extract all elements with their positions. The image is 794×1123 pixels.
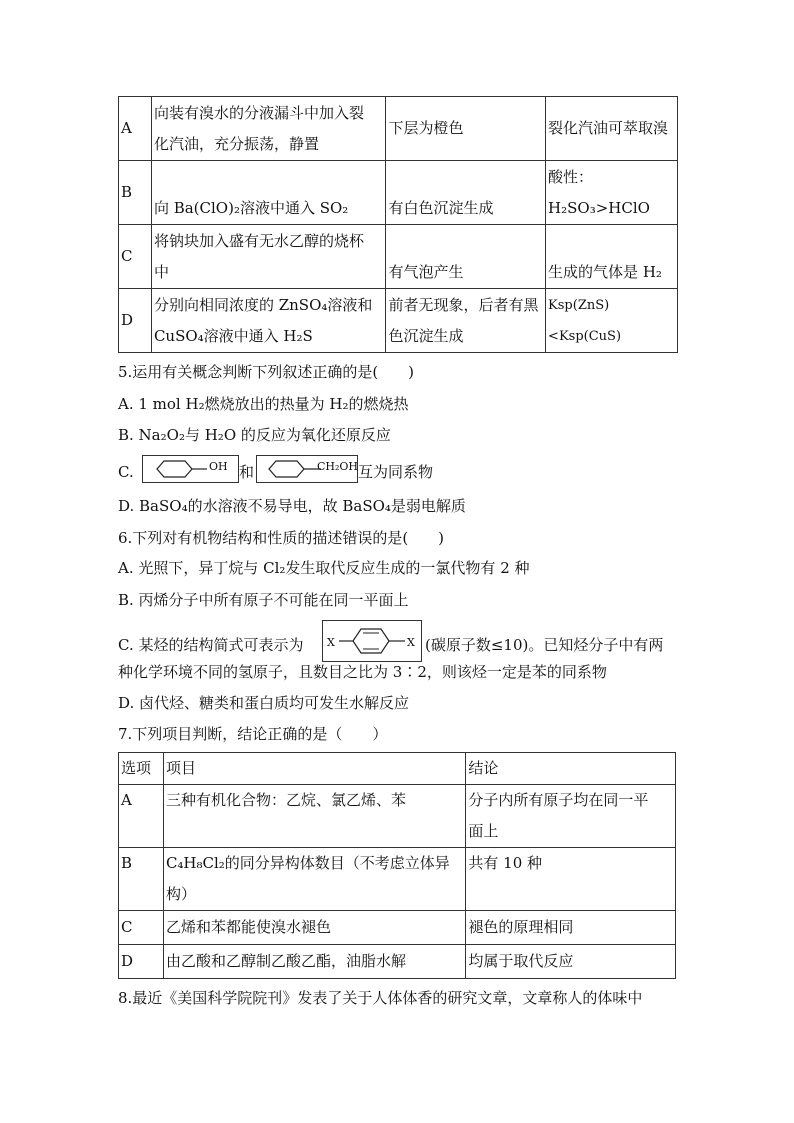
q5-option-d: D. BaSO₄的水溶液不易导电，故 BaSO₄是弱电解质 <box>118 497 466 515</box>
table-row <box>119 785 676 848</box>
cell-line: C₄H₈Cl₂的同分异构体数目（不考虑立体异 <box>165 854 450 872</box>
table-row <box>119 161 678 225</box>
cell-line: 化汽油，充分振荡，静置 <box>153 134 319 153</box>
item-cell: 三种有机化合物：乙烷、氯乙烯、苯 <box>163 785 465 848</box>
q6-option-a: A. 光照下，异丁烷与 Cl₂发生取代反应生成的一氯代物有 2 种 <box>118 559 530 577</box>
cell-line: H₂SO₃>HClO <box>548 198 650 217</box>
table-row <box>119 289 678 353</box>
row-id: C <box>119 911 164 945</box>
row-id: A <box>119 785 164 848</box>
cell-line: CuSO₄溶液中通入 H₂S <box>153 326 313 345</box>
cell-line: 前者无现象，后者有黑 <box>388 295 539 314</box>
row-id: B <box>119 848 164 911</box>
row-id: C <box>119 225 152 289</box>
conclusion-cell: 褪色的原理相同 <box>466 911 676 945</box>
cell-line: 面上 <box>468 822 499 840</box>
cell-line: 酸性： <box>548 167 594 186</box>
phenomenon-cell <box>386 289 546 353</box>
cell-line: 分别向相同浓度的 ZnSO₄溶液和 <box>153 295 373 314</box>
table-row <box>119 848 676 911</box>
conclusion-cell <box>466 785 676 848</box>
item-cell: 由乙酸和乙醇制乙酸乙酯，油脂水解 <box>163 945 465 979</box>
conclusion-cell: 均属于取代反应 <box>466 945 676 979</box>
cell-line: 分子内所有原子均在同一平 <box>468 791 649 809</box>
cell-line: 构） <box>165 885 196 903</box>
substituent-x-right: X <box>407 636 415 649</box>
table-row <box>119 911 676 945</box>
conclusion-cell: 裂化汽油可萃取溴 <box>546 97 678 161</box>
option-text: (碳原子数≤10)。已知烃分子中有两 <box>425 636 664 654</box>
table-header-row <box>119 753 676 785</box>
cell-line: 色沉淀生成 <box>388 326 464 345</box>
row-id: B <box>119 161 152 225</box>
cell-line: 将钠块加入盛有无水乙醇的烧杯 <box>153 231 364 250</box>
substituent-x-left: X <box>327 636 335 649</box>
and-text: 和 <box>239 463 255 481</box>
option-text: C. 某烃的结构简式可表示为 <box>118 636 304 654</box>
cell-line: 中 <box>153 262 169 281</box>
q4-table <box>118 96 678 353</box>
conclusion-cell: 共有 10 种 <box>466 848 676 911</box>
column-header: 选项 <box>119 753 164 785</box>
operation-cell <box>151 225 386 289</box>
q7-table <box>118 752 676 979</box>
benzene-ring-icon <box>151 457 211 481</box>
item-cell: 乙烯和苯都能使溴水褪色 <box>163 911 465 945</box>
table-row <box>119 97 678 161</box>
q7-stem: 7.下列项目判断，结论正确的是（ ） <box>118 725 388 743</box>
column-header: 结论 <box>466 753 676 785</box>
row-id: A <box>119 97 152 161</box>
q5-option-a: A. 1 mol H₂燃烧放出的热量为 H₂的燃烧热 <box>118 395 409 413</box>
column-header: 项目 <box>163 753 465 785</box>
item-cell <box>163 848 465 911</box>
conclusion-cell: Ksp(ZnS)<Ksp(CuS) <box>546 289 678 353</box>
row-id: D <box>119 289 152 353</box>
option-label: C. <box>118 463 134 481</box>
cell-line: 向装有溴水的分液漏斗中加入裂 <box>153 103 364 122</box>
q8-stem: 8.最近《美国科学院院刊》发表了关于人体体香的研究文章，文章称人的体味中 <box>118 989 643 1007</box>
q6-stem: 6.下列对有机物结构和性质的描述错误的是( ) <box>118 529 445 547</box>
ch2oh-label: CH₂OH <box>317 460 359 473</box>
table-row <box>119 945 676 979</box>
q5-stem: 5.运用有关概念判断下列叙述正确的是( ) <box>118 363 415 381</box>
table-row <box>119 225 678 289</box>
option-text: 互为同系物 <box>358 463 434 481</box>
q6-option-c-line2: 种化学环境不同的氢原子，且数目之比为 3∶2，则该烃一定是苯的同系物 <box>118 663 607 681</box>
q6-option-b: B. 丙烯分子中所有原子不可能在同一平面上 <box>118 591 409 609</box>
q5-option-b: B. Na₂O₂与 H₂O 的反应为氧化还原反应 <box>118 426 391 444</box>
q6-option-d: D. 卤代烃、糖类和蛋白质均可发生水解反应 <box>118 694 410 712</box>
phenol-structure <box>142 455 239 483</box>
operation-cell <box>151 97 386 161</box>
hydroxyl-label: OH <box>209 460 228 473</box>
benzene-ring-icon <box>263 457 325 481</box>
phenomenon-cell: 有气泡产生 <box>386 225 546 289</box>
operation-cell <box>151 289 386 353</box>
benzyl-alcohol-structure <box>256 455 358 483</box>
phenomenon-cell: 有白色沉淀生成 <box>386 161 546 225</box>
phenomenon-cell: 下层为橙色 <box>386 97 546 161</box>
disubstituted-benzene-structure <box>322 620 422 662</box>
q6-option-c <box>118 620 678 664</box>
operation-cell: 向 Ba(ClO)₂溶液中通入 SO₂ <box>151 161 386 225</box>
conclusion-cell <box>546 161 678 225</box>
conclusion-cell: 生成的气体是 H₂ <box>546 225 678 289</box>
row-id: D <box>119 945 164 979</box>
